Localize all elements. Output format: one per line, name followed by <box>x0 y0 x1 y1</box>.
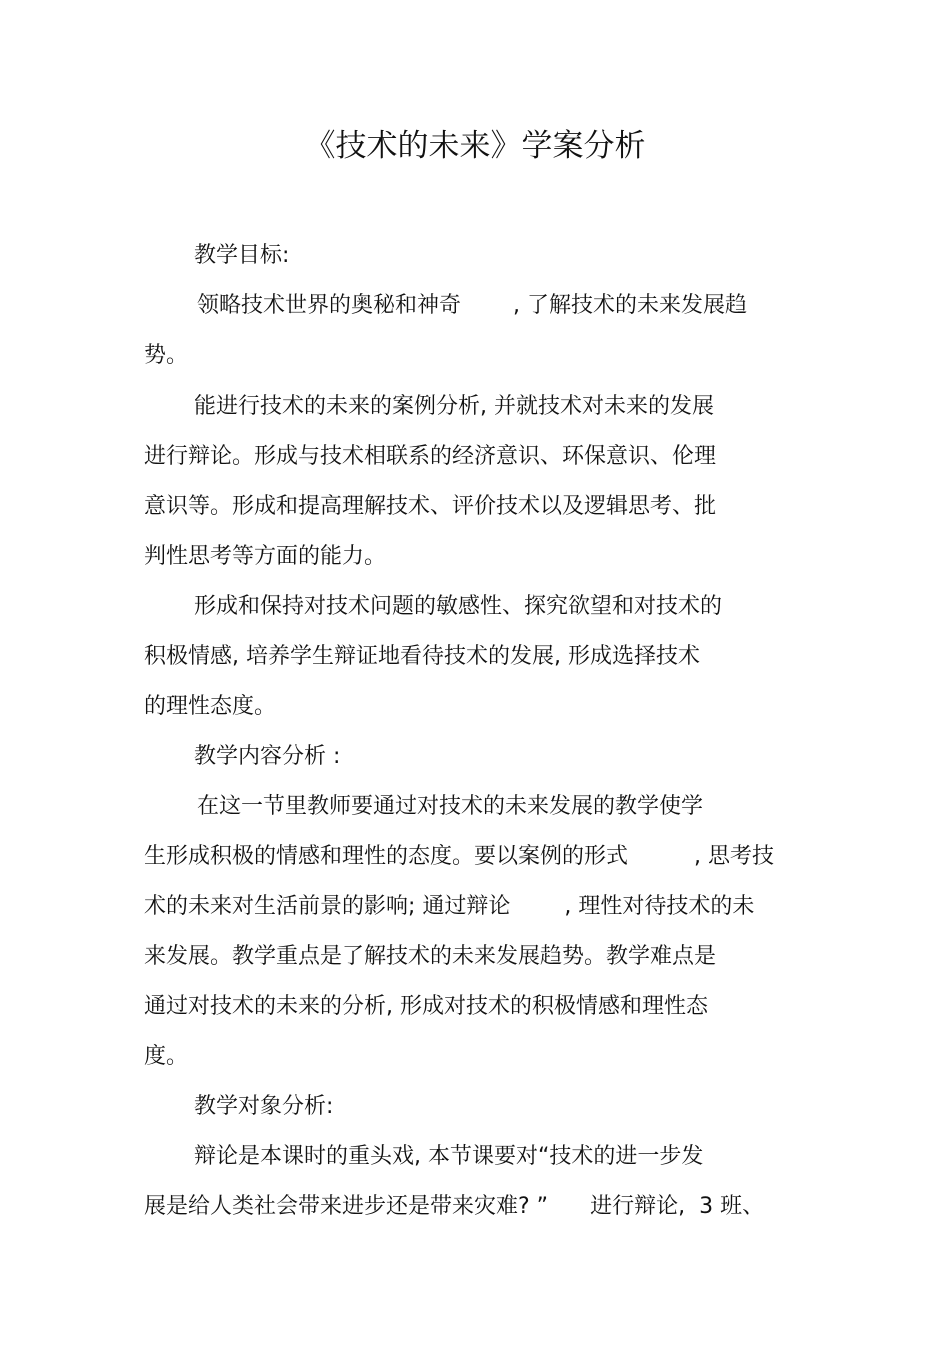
paragraph-line: 积极情感, 培养学生辩证地看待技术的发展, 形成选择技术 <box>144 644 700 669</box>
paragraph-line: 通过对技术的未来的分析, 形成对技术的积极情感和理性态 <box>144 994 708 1019</box>
paragraph-line: 的理性态度。 <box>144 694 277 719</box>
paragraph-line <box>197 292 747 320</box>
text-segment: , 思考技 <box>694 844 775 869</box>
paragraph-line: 形成和保持对技术问题的敏感性、探究欲望和对技术的 <box>194 594 723 619</box>
text-segment: 3 班、 <box>699 1194 765 1219</box>
section-heading: 教学目标: <box>194 243 290 268</box>
document-title: 《技术的未来》学案分析 <box>304 128 646 164</box>
paragraph-line <box>144 893 754 921</box>
text-segment: , 了解技术的未来发展趋 <box>513 293 748 318</box>
section-heading: 教学内容分析 : <box>194 744 341 769</box>
paragraph-line <box>144 843 774 871</box>
paragraph-line: 能进行技术的未来的案例分析, 并就技术对未来的发展 <box>194 394 714 419</box>
text-segment: 生形成积极的情感和理性的态度。要以案例的形式 <box>144 844 629 869</box>
paragraph-line: 判性思考等方面的能力。 <box>144 544 387 569</box>
paragraph-line: 势。 <box>144 343 189 368</box>
section-heading: 教学对象分析: <box>194 1094 334 1119</box>
paragraph-line: 进行辩论。形成与技术相联系的经济意识、环保意识、伦理 <box>144 444 717 469</box>
paragraph-line: 来发展。教学重点是了解技术的未来发展趋势。教学难点是 <box>144 944 717 969</box>
paragraph-line: 意识等。形成和提高理解技术、评价技术以及逻辑思考、批 <box>144 494 717 519</box>
text-segment: 展是给人类社会带来进步还是带来灾难? ” <box>144 1194 549 1219</box>
paragraph-line: 在这一节里教师要通过对技术的未来发展的教学使学 <box>197 794 704 819</box>
text-segment: 术的未来对生活前景的影响; 通过辩论 <box>144 894 511 919</box>
text-segment: , 理性对待技术的未 <box>564 894 755 919</box>
text-segment: 领略技术世界的奥秘和神奇 <box>197 293 462 318</box>
text-segment: 进行辩论, <box>590 1194 686 1219</box>
paragraph-line <box>144 1193 764 1221</box>
paragraph-line: 度。 <box>144 1044 189 1069</box>
paragraph-line: 辩论是本课时的重头戏, 本节课要对“技术的进一步发 <box>194 1144 704 1169</box>
